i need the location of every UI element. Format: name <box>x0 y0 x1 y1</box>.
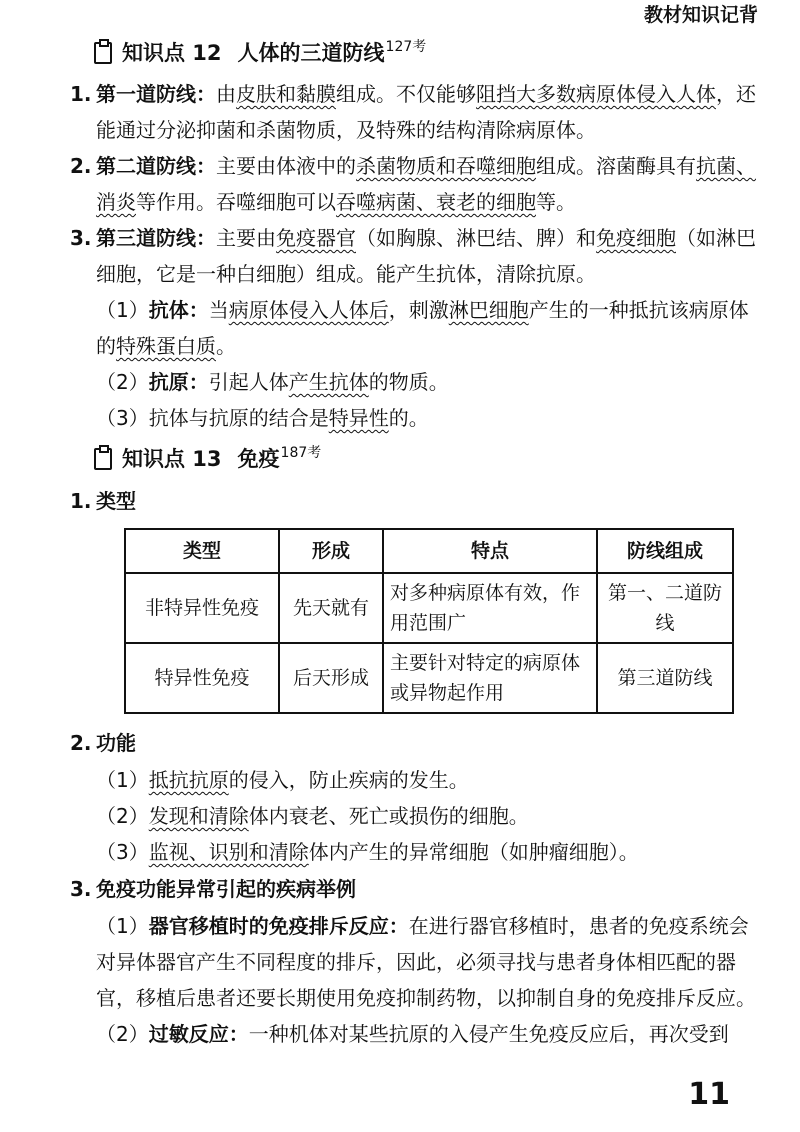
sub-number: （1） <box>96 768 149 792</box>
clipboard-icon <box>94 448 112 470</box>
text: 的侵入，防止疾病的发生。 <box>228 768 469 792</box>
page-number: 11 <box>688 1077 730 1112</box>
emphasis: 皮肤和黏膜 <box>236 82 336 106</box>
table-cell: 先天就有 <box>279 573 383 643</box>
emphasis: 抵抗抗原 <box>148 768 229 792</box>
text: 。 <box>216 334 236 358</box>
kp12-item-1: 1. 第一道防线：由皮肤和黏膜组成。不仅能够阻挡大多数病原体侵入人体，还能通过分泌抑菌和杀菌物质，及特殊的结构清除病原体。 <box>96 76 756 148</box>
text: 引起人体 <box>208 370 289 394</box>
text: 组成。不仅能够 <box>336 82 476 106</box>
emphasis: 特殊蛋白质 <box>116 334 216 358</box>
kp12-item-3: 3. 第三道防线：主要由免疫器官（如胸腺、淋巴结、脾）和免疫细胞（如淋巴细胞，它是一种白细胞）组成。能产生抗体，清除抗原。 <box>96 220 756 292</box>
kp12-sub-2: （2）抗原：引起人体产生抗体的物质。 <box>96 370 449 394</box>
sub-head: 抗原 <box>148 370 189 394</box>
section-types <box>70 482 756 520</box>
immunity-table <box>124 528 734 714</box>
text: 在进行器官移植时，患者的免疫系统会对异体器官产生不同程度的排斥，因此，必须寻找与患者身体相匹配的器官，移植后患者还要长期使用免疫抑制药物，以抑制自身的免疫排斥反应。 <box>96 914 756 1010</box>
sub-number: （2） <box>96 370 149 394</box>
clipboard-icon <box>94 42 112 64</box>
section-number: 3. <box>70 877 92 901</box>
text: ，还能通过分泌抑菌和杀菌物质，及特殊的结构清除病原体。 <box>96 82 756 142</box>
item-head: 第一道防线 <box>96 82 196 106</box>
table-row <box>125 573 733 643</box>
text: 体内衰老、死亡或损伤的细胞。 <box>248 804 529 828</box>
header-tag: 教材知识记背 <box>638 0 764 27</box>
text: 等。 <box>536 190 576 214</box>
function-item <box>96 762 756 798</box>
column-header: 形成 <box>279 529 383 573</box>
emphasis: 免疫细胞 <box>596 226 676 250</box>
section-number: 1. <box>70 489 92 513</box>
table-cell: 主要针对特定的病原体或异物起作用 <box>383 643 597 713</box>
item-head: 第二道防线 <box>96 154 196 178</box>
section-title: 类型 <box>96 489 136 513</box>
text: 体内产生的异常细胞（如肿瘤细胞）。 <box>308 840 639 864</box>
table-cell: 后天形成 <box>279 643 383 713</box>
section-functions <box>70 724 756 762</box>
text: 主要由 <box>216 226 276 250</box>
item-number: 3. <box>70 226 92 250</box>
table-cell: 非特异性免疫 <box>125 573 279 643</box>
table-cell: 第三道防线 <box>597 643 733 713</box>
column-header: 类型 <box>125 529 279 573</box>
column-header: 防线组成 <box>597 529 733 573</box>
text: （如淋巴细胞，它是一种白细胞）组成。能产生抗体，清除抗原。 <box>96 226 756 286</box>
kp12-sub-3 <box>96 400 756 436</box>
emphasis: 特异性 <box>328 406 389 430</box>
table-cell: 特异性免疫 <box>125 643 279 713</box>
sub-number: （2） <box>96 804 149 828</box>
text: 的。 <box>388 406 429 430</box>
section-number: 2. <box>70 731 92 755</box>
sub-head: 过敏反应 <box>148 1022 229 1046</box>
page-content <box>70 30 756 1052</box>
kp12-item-2: 2. 第二道防线：主要由体液中的杀菌物质和吞噬细胞组成。溶菌酶具有抗菌、消炎等作用。吞噬细胞可以吞噬病菌、衰老的细胞等。 <box>96 148 756 220</box>
text: 产生的一种抵抗该病原体的 <box>96 298 749 358</box>
kp13-title: 免疫 <box>237 447 280 471</box>
sub-number: （2） <box>96 1022 149 1046</box>
text: （如胸腺、淋巴结、脾）和 <box>356 226 596 250</box>
table-cell: 对多种病原体有效，作用范围广 <box>383 573 597 643</box>
emphasis: 抗菌、消炎 <box>96 154 756 214</box>
text: 由 <box>216 82 236 106</box>
emphasis: 产生抗体 <box>288 370 369 394</box>
text: 一种机体对某些抗原的入侵产生免疫反应后，再次受到 <box>248 1022 729 1046</box>
emphasis: 阻挡大多数病原体侵入人体 <box>476 82 716 106</box>
function-item <box>96 834 756 870</box>
emphasis: 淋巴细胞 <box>448 298 529 322</box>
column-header: 特点 <box>383 529 597 573</box>
emphasis: 发现和清除 <box>148 804 249 828</box>
disease-item: （1）器官移植时的免疫排斥反应：在进行器官移植时，患者的免疫系统会对异体器官产生不同程度的排斥，因此，必须寻找与患者身体相匹配的器官，移植后患者还要长期使用免疫抑制药物，以抑制自身的免疫排斥反应。 <box>96 914 756 1010</box>
kp13-freq: 187考 <box>280 445 322 461</box>
sub-number: （3） <box>96 840 149 864</box>
emphasis: 杀菌物质和吞噬细胞 <box>356 154 536 178</box>
emphasis: 监视、识别和清除 <box>148 840 309 864</box>
text: 的物质。 <box>368 370 449 394</box>
kp12-heading <box>94 34 756 72</box>
kp13-label: 知识点 13 <box>122 447 222 471</box>
disease-item: （2）过敏反应：一种机体对某些抗原的入侵产生免疫反应后，再次受到 <box>96 1022 729 1046</box>
emphasis: 病原体侵入人体后 <box>228 298 389 322</box>
section-title: 免疫功能异常引起的疾病举例 <box>96 877 356 901</box>
kp12-title: 人体的三道防线 <box>237 41 385 65</box>
item-number: 1. <box>70 82 92 106</box>
sub-head: 抗体 <box>148 298 189 322</box>
table-cell: 第一、二道防线 <box>597 573 733 643</box>
sub-head: 器官移植时的免疫排斥反应 <box>148 914 389 938</box>
kp13-heading <box>94 440 756 478</box>
text: 等作用。吞噬细胞可以 <box>136 190 336 214</box>
text: 抗体与抗原的结合是 <box>148 406 329 430</box>
section-diseases <box>70 870 756 908</box>
sub-number: （1） <box>96 914 149 938</box>
table-header-row <box>125 529 733 573</box>
text: 主要由体液中的 <box>216 154 356 178</box>
text: 当 <box>208 298 229 322</box>
text: 组成。溶菌酶具有 <box>536 154 696 178</box>
item-head: 第三道防线 <box>96 226 196 250</box>
kp12-label: 知识点 12 <box>122 41 222 65</box>
section-title: 功能 <box>96 731 136 755</box>
sub-number: （3） <box>96 406 149 430</box>
emphasis: 免疫器官 <box>276 226 356 250</box>
kp12-sub-1: （1）抗体：当病原体侵入人体后，刺激淋巴细胞产生的一种抵抗该病原体的特殊蛋白质。 <box>96 298 749 358</box>
function-item <box>96 798 756 834</box>
sub-number: （1） <box>96 298 149 322</box>
kp12-freq: 127考 <box>385 39 427 55</box>
item-number: 2. <box>70 154 92 178</box>
emphasis: 吞噬病菌、衰老的细胞 <box>336 190 536 214</box>
table-row <box>125 643 733 713</box>
text: ，刺激 <box>388 298 449 322</box>
